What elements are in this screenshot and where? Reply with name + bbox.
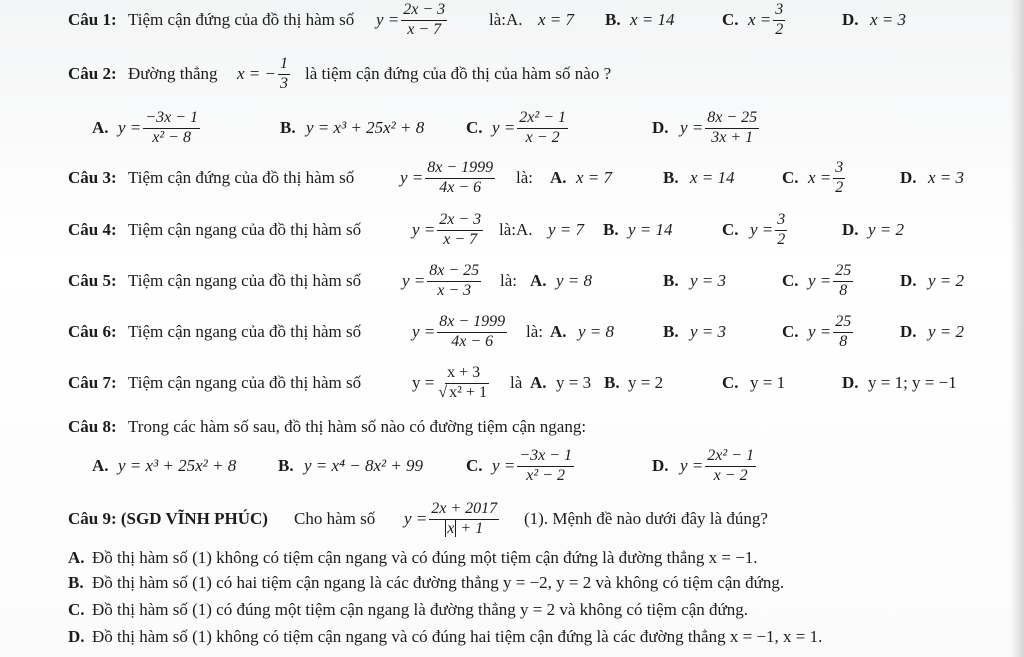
- q9-option-d[interactable]: Đồ thị hàm số (1) không có tiệm cận ngang và có đúng hai tiệm cận đứng là các đường thẳng x = −1, x = 1.: [92, 627, 823, 646]
- q5-c-num: 25: [833, 262, 853, 281]
- q4-tail: là:A.: [499, 220, 533, 239]
- q9-option-d-label: D.: [68, 627, 85, 646]
- q2-a-fraction: [143, 109, 200, 147]
- q6-option-d[interactable]: y = 2: [928, 322, 965, 341]
- q5-function: [402, 261, 483, 301]
- q3-function: [400, 158, 497, 198]
- q5-option-b[interactable]: y = 3: [690, 271, 727, 290]
- q1-lhs: y =: [376, 10, 400, 29]
- q8-d-lhs: y =: [680, 456, 704, 475]
- q6-c-lhs: y =: [808, 322, 832, 341]
- q3-option-b-label: B.: [663, 168, 679, 187]
- q8-label: Câu 8:: [68, 417, 117, 436]
- q1-denominator: x − 7: [407, 20, 442, 38]
- q9-option-b-label: B.: [68, 573, 84, 592]
- q2-d-fraction: [705, 109, 759, 147]
- q3-text: Tiệm cận đứng của đồ thị hàm số: [128, 168, 355, 187]
- q3-den: 4x − 6: [439, 178, 482, 196]
- q9-den-abs: x: [447, 519, 455, 537]
- q2-option-c-label: C.: [466, 118, 483, 137]
- q4-c-lhs: y =: [750, 220, 774, 239]
- q5-option-b-label: B.: [663, 271, 679, 290]
- q2-option-d[interactable]: [680, 108, 761, 148]
- q8-option-a[interactable]: y = x³ + 25x² + 8: [118, 456, 237, 475]
- q7-den-radicand: x² + 1: [449, 383, 487, 401]
- q6-c-den: 8: [839, 332, 848, 350]
- q2-d-lhs: y =: [680, 118, 704, 137]
- q1-option-d[interactable]: x = 3: [870, 10, 907, 29]
- q6-label: Câu 6:: [68, 322, 117, 341]
- q4-option-c[interactable]: [750, 210, 789, 250]
- q2-option-c[interactable]: [492, 108, 570, 148]
- q9-option-c-label: C.: [68, 600, 85, 619]
- q6-option-a-label: A.: [550, 322, 567, 341]
- q1-option-c[interactable]: [748, 0, 787, 40]
- q9-text: Cho hàm số: [294, 509, 376, 528]
- q1-c-lhs: x =: [748, 10, 772, 29]
- q8-d-num: 2x² − 1: [705, 447, 756, 466]
- q3-option-c-label: C.: [782, 168, 799, 187]
- q2-text2: là tiệm cận đứng của đồ thị của hàm số nào ?: [305, 64, 612, 83]
- q2-option-a[interactable]: [118, 108, 202, 148]
- q2-option-d-label: D.: [652, 118, 669, 137]
- q3-c-den: 2: [835, 178, 844, 196]
- q3-option-d[interactable]: x = 3: [928, 168, 965, 187]
- q6-option-b[interactable]: y = 3: [690, 322, 727, 341]
- q3-option-b[interactable]: x = 14: [690, 168, 735, 187]
- q2-a-den: x² − 8: [152, 128, 191, 146]
- q2-d-num: 8x − 25: [705, 109, 759, 128]
- q6-option-d-label: D.: [900, 322, 917, 341]
- q6-den: 4x − 6: [451, 332, 494, 350]
- q4-fraction: [437, 211, 483, 249]
- q9-option-a[interactable]: Đồ thị hàm số (1) không có tiệm cận ngang và có đúng một tiệm cận đứng là đường thẳng x = −1.: [92, 548, 758, 567]
- q2-fraction: [278, 55, 290, 93]
- q3-c-num: 3: [833, 159, 845, 178]
- q4-option-d[interactable]: y = 2: [868, 220, 905, 239]
- q8-option-b[interactable]: y = x⁴ − 8x² + 99: [304, 456, 424, 475]
- q2-den: 3: [280, 74, 288, 92]
- q8-d-den: x − 2: [713, 466, 748, 484]
- q4-option-b-label: B.: [603, 220, 619, 239]
- q9-label: Câu 9: (SGD VĨNH PHÚC): [68, 509, 268, 528]
- q7-num: x + 3: [445, 364, 482, 383]
- q3-tail: là:: [516, 168, 533, 187]
- q6-function: [412, 312, 509, 352]
- q9-num: 2x + 2017: [429, 500, 499, 519]
- q5-lhs: y =: [402, 271, 426, 290]
- q8-option-a-label: A.: [92, 456, 109, 475]
- q8-c-num: −3x − 1: [517, 447, 574, 466]
- q7-option-b-label: B.: [604, 373, 620, 392]
- q8-text: Trong các hàm số sau, đồ thị hàm số nào có đường tiệm cận ngang:: [128, 417, 587, 436]
- q6-option-b-label: B.: [663, 322, 679, 341]
- q2-a-num: −3x − 1: [143, 109, 200, 128]
- q1-function: [376, 0, 449, 40]
- q4-c-fraction: [775, 211, 787, 249]
- q4-lhs: y =: [412, 220, 436, 239]
- q3-option-a-label: A.: [550, 168, 567, 187]
- q9-tail: (1). Mệnh đề nào dưới đây là đúng?: [524, 509, 768, 528]
- q1-c-den: 2: [775, 20, 784, 38]
- q2-lhs: x = −: [237, 64, 276, 83]
- q1-c-fraction: [773, 1, 785, 39]
- q6-c-fraction: [833, 313, 853, 351]
- q4-label: Câu 4:: [68, 220, 117, 239]
- q1-tail: [489, 10, 523, 30]
- q8-option-c[interactable]: [492, 446, 576, 486]
- q2-a-lhs: y =: [118, 118, 142, 137]
- q3-option-a[interactable]: x = 7: [576, 168, 613, 187]
- q6-option-c[interactable]: [808, 312, 855, 352]
- q8-option-c-label: C.: [466, 456, 483, 475]
- q4-den: x − 7: [443, 230, 478, 248]
- q3-lhs: y =: [400, 168, 424, 187]
- q5-label: Câu 5:: [68, 271, 117, 290]
- q2-option-b-label: B.: [280, 118, 296, 137]
- q2-c-num: 2x² − 1: [517, 109, 568, 128]
- page-edge-shadow: [1010, 0, 1024, 657]
- q3-c-fraction: [833, 159, 845, 197]
- q3-label: Câu 3:: [68, 168, 117, 187]
- q5-fraction: [427, 262, 481, 300]
- q7-option-a[interactable]: y = 3: [556, 373, 592, 392]
- q8-c-fraction: [517, 447, 574, 485]
- q7-function: [412, 363, 493, 403]
- q2-c-lhs: y =: [492, 118, 516, 137]
- q5-option-a[interactable]: y = 8: [556, 271, 593, 290]
- q2-line-eq: [237, 54, 292, 94]
- q7-fraction: [436, 364, 491, 402]
- q3-c-lhs: x =: [808, 168, 832, 187]
- q2-c-fraction: [517, 109, 568, 147]
- q7-option-d-label: D.: [842, 373, 859, 392]
- q9-fraction: [429, 500, 499, 538]
- q4-option-c-label: C.: [722, 220, 739, 239]
- q5-text: Tiệm cận ngang của đồ thị hàm số: [128, 271, 362, 290]
- q4-c-den: 2: [777, 230, 786, 248]
- q7-option-c[interactable]: y = 1: [750, 373, 786, 392]
- q1-fraction: [401, 1, 447, 39]
- q7-tail: là: [510, 373, 523, 392]
- q2-text1: Đường thẳng: [128, 64, 218, 83]
- q2-num: 1: [278, 55, 290, 74]
- q1-option-d-label: D.: [842, 10, 859, 29]
- q6-text: Tiệm cận ngang của đồ thị hàm số: [128, 322, 362, 341]
- q5-option-d[interactable]: y = 2: [928, 271, 965, 290]
- q1-option-c-label: C.: [722, 10, 739, 29]
- q4-text: Tiệm cận ngang của đồ thị hàm số: [128, 220, 362, 239]
- q3-option-d-label: D.: [900, 168, 917, 187]
- q6-fraction: [437, 313, 507, 351]
- q6-num: 8x − 1999: [437, 313, 507, 332]
- q1-option-a[interactable]: x = 7: [538, 10, 575, 29]
- q4-option-b[interactable]: y = 14: [628, 220, 673, 239]
- q1-text: Tiệm cận đứng của đồ thị hàm số: [128, 10, 355, 29]
- q7-option-a-label: A.: [530, 373, 547, 392]
- q6-option-a[interactable]: y = 8: [578, 322, 615, 341]
- q4-option-d-label: D.: [842, 220, 859, 239]
- q9-lhs: y =: [404, 509, 428, 528]
- q8-c-lhs: y =: [492, 456, 516, 475]
- q5-num: 8x − 25: [427, 262, 481, 281]
- q5-c-fraction: [833, 262, 853, 300]
- q7-option-b[interactable]: y = 2: [628, 373, 664, 392]
- q9-den: [443, 520, 485, 538]
- q7-option-c-label: C.: [722, 373, 739, 392]
- q1-c-num: 3: [773, 1, 785, 20]
- q8-option-b-label: B.: [278, 456, 294, 475]
- q5-option-a-label: A.: [530, 271, 547, 290]
- q3-num: 8x − 1999: [425, 159, 495, 178]
- q9-option-a-label: A.: [68, 548, 85, 567]
- q7-option-d[interactable]: y = 1; y = −1: [868, 373, 957, 392]
- q5-option-c-label: C.: [782, 271, 799, 290]
- q5-option-c[interactable]: [808, 261, 855, 301]
- q3-fraction: [425, 159, 495, 197]
- q5-den: x − 3: [437, 281, 472, 299]
- q1-label: Câu 1:: [68, 10, 117, 29]
- q7-lhs: y =: [412, 373, 435, 392]
- q2-d-den: 3x + 1: [711, 128, 754, 146]
- q1-option-b-label: B.: [605, 10, 621, 29]
- q1-numerator: 2x − 3: [401, 1, 447, 20]
- q9-den-tail: + 1: [460, 519, 484, 537]
- q6-lhs: y =: [412, 322, 436, 341]
- q3-option-c[interactable]: [808, 158, 847, 198]
- q7-den: √ x² + 1: [438, 383, 487, 401]
- q8-d-fraction: [705, 447, 756, 485]
- q2-label: Câu 2:: [68, 64, 117, 83]
- q9-option-c[interactable]: Đồ thị hàm số (1) có đúng một tiệm cận ngang là đường thẳng y = 2 và không có tiệm cận đứng.: [92, 600, 748, 619]
- q4-num: 2x − 3: [437, 211, 483, 230]
- q1-option-b[interactable]: x = 14: [630, 10, 675, 29]
- q9-function: [404, 499, 501, 539]
- q2-c-den: x − 2: [525, 128, 560, 146]
- q6-c-num: 25: [833, 313, 853, 332]
- q6-option-c-label: C.: [782, 322, 799, 341]
- q4-option-a[interactable]: y = 7: [548, 220, 585, 239]
- q5-c-lhs: y =: [808, 271, 832, 290]
- q5-tail: là:: [500, 271, 517, 290]
- q7-text: Tiệm cận ngang của đồ thị hàm số: [128, 373, 362, 392]
- q2-option-a-label: A.: [92, 118, 109, 137]
- q2-option-b[interactable]: y = x³ + 25x² + 8: [306, 118, 425, 137]
- q1-tail-text: là:A.: [489, 10, 523, 29]
- q5-option-d-label: D.: [900, 271, 917, 290]
- q7-label: Câu 7:: [68, 373, 117, 392]
- q4-function: [412, 210, 485, 250]
- q8-c-den: x² − 2: [526, 466, 565, 484]
- q5-c-den: 8: [839, 281, 848, 299]
- q8-option-d-label: D.: [652, 456, 669, 475]
- q9-option-b[interactable]: Đồ thị hàm số (1) có hai tiệm cận ngang là các đường thẳng y = −2, y = 2 và không có tiệm cận đứng.: [92, 573, 785, 592]
- q4-c-num: 3: [775, 211, 787, 230]
- q6-tail: là:: [526, 322, 543, 341]
- q8-option-d[interactable]: [680, 446, 758, 486]
